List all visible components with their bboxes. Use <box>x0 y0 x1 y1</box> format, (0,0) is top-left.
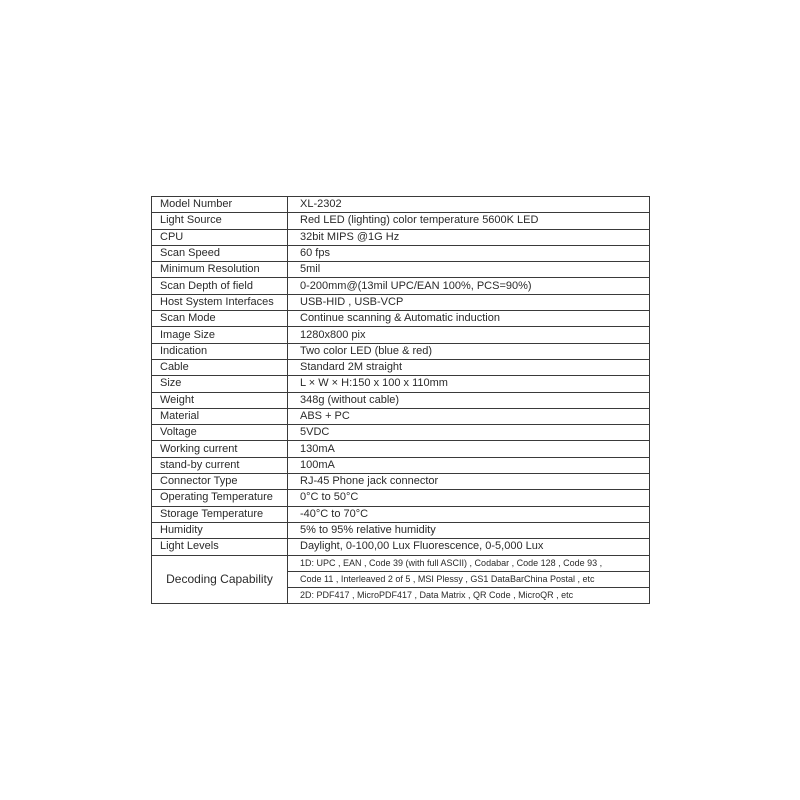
table-row <box>152 262 650 278</box>
spec-value-voltage: 5VDC <box>288 425 650 441</box>
spec-label-host-interfaces: Host System Interfaces <box>152 294 288 310</box>
spec-value-standby-current: 100mA <box>288 457 650 473</box>
spec-label-standby-current: stand-by current <box>152 457 288 473</box>
spec-value-scan-mode: Continue scanning & Automatic induction <box>288 311 650 327</box>
table-row <box>152 359 650 375</box>
spec-label-operating-temperature: Operating Temperature <box>152 490 288 506</box>
spec-value-model-number: XL-2302 <box>288 197 650 213</box>
spec-value-operating-temperature: 0°C to 50°C <box>288 490 650 506</box>
table-row <box>152 343 650 359</box>
spec-label-working-current: Working current <box>152 441 288 457</box>
table-row <box>152 555 650 571</box>
spec-label-size: Size <box>152 376 288 392</box>
spec-value-scan-speed: 60 fps <box>288 245 650 261</box>
spec-value-cpu: 32bit MIPS @1G Hz <box>288 229 650 245</box>
spec-label-weight: Weight <box>152 392 288 408</box>
table-row <box>152 278 650 294</box>
table-row <box>152 539 650 555</box>
spec-label-minimum-resolution: Minimum Resolution <box>152 262 288 278</box>
spec-label-scan-speed: Scan Speed <box>152 245 288 261</box>
spec-label-model-number: Model Number <box>152 197 288 213</box>
table-row <box>152 490 650 506</box>
spec-label-decoding-capability: Decoding Capability <box>152 555 288 604</box>
table-row <box>152 294 650 310</box>
spec-value-scan-depth: 0-200mm@(13mil UPC/EAN 100%, PCS=90%) <box>288 278 650 294</box>
spec-value-connector-type: RJ-45 Phone jack connector <box>288 474 650 490</box>
spec-label-storage-temperature: Storage Temperature <box>152 506 288 522</box>
spec-label-light-source: Light Source <box>152 213 288 229</box>
spec-value-humidity: 5% to 95% relative humidity <box>288 522 650 538</box>
spec-value-decoding-1d-cont: Code 11 , Interleaved 2 of 5 , MSI Plessy , GS1 DataBarChina Postal , etc <box>288 571 650 587</box>
table-row <box>152 213 650 229</box>
table-row <box>152 506 650 522</box>
spec-value-image-size: 1280x800 pix <box>288 327 650 343</box>
spec-label-light-levels: Light Levels <box>152 539 288 555</box>
spec-label-image-size: Image Size <box>152 327 288 343</box>
table-row <box>152 392 650 408</box>
table-row <box>152 197 650 213</box>
table-row <box>152 408 650 424</box>
spec-label-scan-depth: Scan Depth of field <box>152 278 288 294</box>
table-row <box>152 441 650 457</box>
table-row <box>152 327 650 343</box>
spec-value-light-source: Red LED (lighting) color temperature 5600K LED <box>288 213 650 229</box>
spec-label-connector-type: Connector Type <box>152 474 288 490</box>
table-row <box>152 474 650 490</box>
spec-value-size: L × W × H:150 x 100 x 110mm <box>288 376 650 392</box>
spec-value-decoding-2d: 2D: PDF417 , MicroPDF417 , Data Matrix , QR Code , MicroQR , etc <box>288 588 650 604</box>
spec-label-voltage: Voltage <box>152 425 288 441</box>
spec-label-cpu: CPU <box>152 229 288 245</box>
table-row <box>152 245 650 261</box>
spec-value-host-interfaces: USB-HID , USB-VCP <box>288 294 650 310</box>
spec-value-cable: Standard 2M straight <box>288 359 650 375</box>
spec-label-material: Material <box>152 408 288 424</box>
spec-value-weight: 348g (without cable) <box>288 392 650 408</box>
table-row <box>152 229 650 245</box>
table-row <box>152 376 650 392</box>
spec-value-working-current: 130mA <box>288 441 650 457</box>
spec-value-storage-temperature: -40°C to 70°C <box>288 506 650 522</box>
spec-value-decoding-1d: 1D: UPC , EAN , Code 39 (with full ASCII) , Codabar , Code 128 , Code 93 , <box>288 555 650 571</box>
spec-value-indication: Two color LED (blue & red) <box>288 343 650 359</box>
table-row <box>152 425 650 441</box>
table-row <box>152 522 650 538</box>
table-row <box>152 311 650 327</box>
spec-table <box>151 196 650 604</box>
spec-value-material: ABS + PC <box>288 408 650 424</box>
spec-label-humidity: Humidity <box>152 522 288 538</box>
spec-value-minimum-resolution: 5mil <box>288 262 650 278</box>
spec-label-indication: Indication <box>152 343 288 359</box>
table-row <box>152 457 650 473</box>
spec-label-cable: Cable <box>152 359 288 375</box>
spec-value-light-levels: Daylight, 0-100,00 Lux Fluorescence, 0-5,000 Lux <box>288 539 650 555</box>
spec-label-scan-mode: Scan Mode <box>152 311 288 327</box>
